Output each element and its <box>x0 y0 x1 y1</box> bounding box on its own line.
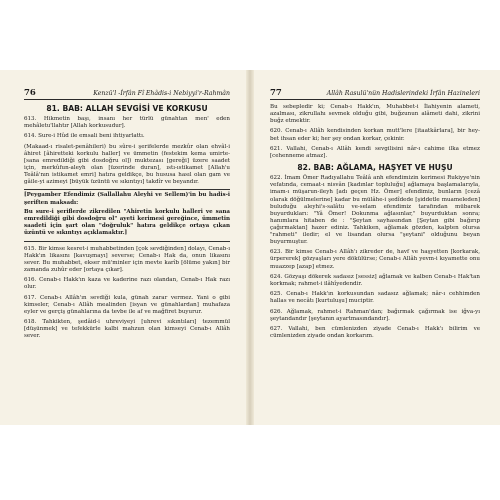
paragraph: 625. Cenab-ı Hakk'ın korkusundan sadasız ağlamak; nâr-ı cehhimden hallas ve necâtı [kurtuluşu] muciptir. <box>270 291 480 305</box>
paragraph: Bu sebepledir ki; Cenab-ı Hakk'ın, Muhabbet-i İlahiyenin alameti, azalması, zikrullahı sevmek olduğu gibi, buğzunun alâmeti dahi, zikrini buğz etmektir. <box>270 104 480 125</box>
commentary-text: Bu sure-i şeriflerde zikredilen "Ahiretin korkulu halleri ve sana emredildiği gibi dosdoğru ol" ayeti kerimesi gereğince, ümmetin saadeti için şart olan "doğruluk" hatıra geldikçe ortaya çıkan üzüntü ve sıkıntıyı açıklamaktır.] <box>24 208 230 237</box>
paragraph: 621. Vallahi, Cenab-ı Allâh kendi sevgilisini nâr-ı cahime ilka etmez [cehenneme atmaz]. <box>270 145 480 159</box>
paragraph: 622. İmam Ömer Radıyallahu Teâlâ anh efendimizin kerimesi Rukiyye'nin vefatında, cemaat-ı nisvân [kadınlar topluluğu] ağlamaya başlamalarıyla, imam-ı müşarun-ileyh [adı geçen Hz. Ömer] efendimiz, bunların [cezâ olarak döğülmelerine] kadar bu mülâhe-i şedîdede [şiddetle muameleden] buluduğu aleyhi's-salâtu ve-selam efendimiz tarafından mübarek buyurdukları: "Yâ Ömer! Dokunma ağlasınlar," buyurduktan sonra; hanımlara hitaben de : "Şeytan sayhasından [Şeytan gibi bağırıp çağırmaktan] hazer ediniz. Tahkiken, ağlamak gözden, kalpten olursa "rahmeti" iledir; el ve lisandan olursa "şeytani" olduğunu beyan buyurmuştur. <box>270 175 480 246</box>
left-page <box>0 70 248 425</box>
paragraph: 623. Bir kimse Cenab-ı Allâh'ı zikreder de, havf ve haşyetten [korkarak, ürpererek] gözyaşları yere dökülürse; Cenab-ı Allâh yevm-i kıyamette onu muazzep [azap] etmez. <box>270 249 480 270</box>
page-number: 77 <box>270 88 282 98</box>
running-title: Kenzü'l -İrfân Fî Ehâdis-i Nebiyyi'r-Rahmân <box>93 90 230 97</box>
commentary-intro: [Peygamber Efendimiz (Sallallahu Aleyhi ve Sellem)'in bu hadis-i şeriften maksadı: <box>24 192 230 206</box>
paragraph: 617. Cenab-ı Allâh'ın sevdiği kula, günah zarar vermez. Yani o gibi kimseler, Cenab-ı Allâh mealinden [isyan ve günahlardan] muhafaza eyler ve gerçiş günahlarına da tevbe ile af ve mağfiret buyurur. <box>24 294 230 315</box>
chapter-heading: 81. BAB: ALLAH SEVGİSİ VE KORKUSU <box>46 104 208 113</box>
paragraph: 626. Ağlamak, rahmet-i Rahman'dan; bağırmak çağırmak ise iğva-yı şeytandandır [şeytanın ayartmasındandır]. <box>270 308 480 322</box>
paragraph: 627. Vallahi, ben cümlenizden ziyade Cenab-ı Hakk'ı bilirim ve cümlenizden ziyade ondan korkarım. <box>270 325 480 340</box>
paragraph: 616. Cenab-ı Hakk'ın kaza ve kaderine razı olandan, Cenab-ı Hak razı olur. <box>24 277 230 291</box>
open-book <box>0 70 500 425</box>
right-page-header <box>270 88 480 100</box>
paragraph: 624. Gözyaşı dökerek sadasız [sessiz] ağlamak ve kalben Cenab-ı Hak'tan korkmak; rahmet-i ilâhîyedendir. <box>270 273 480 287</box>
paragraph: 613. Hikmetin başı, insanı her türlü günahtan men' eden mehâletu'llahtır [Allah korkusudur]. <box>24 116 230 130</box>
paragraph: 620. Cenab-ı Allâh kendisinden korkan mutt'lere [itaatkârlara], bir hey-bet ihsan eder ki; her şey ondan korkar, çekinir. <box>270 128 480 142</box>
paragraph: 614. Sure-i Hûd ile emsali beni ihtiyarlattı. <box>24 133 145 140</box>
page-number: 76 <box>24 88 36 98</box>
commentary-box <box>24 189 230 241</box>
paragraph: 615. Bir kimse kesret-i muhabbetinden [çok sevdiğinden] dolayı, Cenab-ı Hakk'ın likasını [kavuşmayı] severse; Cenab-ı Hak da, onun likasını sever. Bu muhabbet, ekser mü'minler için mevte karîb [ölüme yakın] bir zamanda zuhûr eder [ortaya çıkar]. <box>24 245 230 274</box>
chapter-heading: 82. BAB: AĞLAMA, HAŞYET VE HUŞU <box>297 163 453 173</box>
left-page-header <box>24 88 230 100</box>
running-title: Allâh Rasulü'nün Hadislerindeki İrfân Hazineleri <box>326 90 480 97</box>
paragraph: 618. Tahkikten, şedâid-i uhreviyeyi [uhrevi sıkıntıları] tezemmül [düşünmek] ve tefekkürle kalbi mahzun olan kimseyi Cenab-ı Allâh sever. <box>24 319 230 340</box>
right-page <box>252 70 500 425</box>
paragraph: (Makaad-ı risalet-penâhileri) bu sûre-i şerifelerde mezkûr olan ehvâl-i âhiret [âhiretteki korkulu haller] ve ümmetin (festekim kema umirte-[sana emredildiği gibi dosdoğru ol]) muktezası [gereği] üzere saadet için, merkûfun-aleyh olan [üzerinde duran], ıstı-ıstikamet [Allah'u Teâlâ'nın istikamet emri] hatıra geldikçe, bu hususa hasıl olan gam ve gâile-yi azimeyi [büyük üzüntü ve sıkıntıyı] takdîr ve beyandır. <box>24 143 230 186</box>
